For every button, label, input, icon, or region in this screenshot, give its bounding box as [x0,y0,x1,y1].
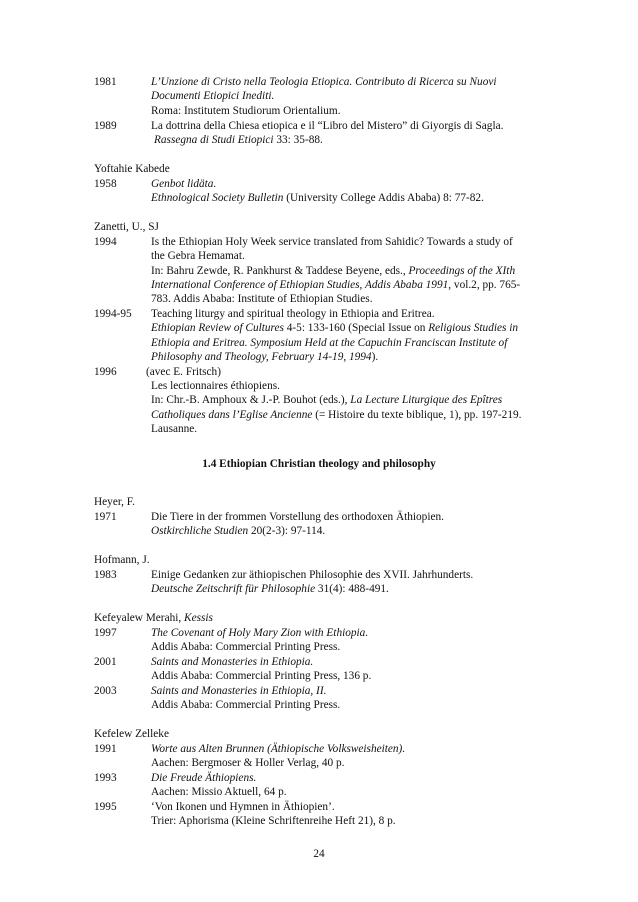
proceedings-title: Proceedings of the XIth [408,265,516,277]
entry-title: Is the Ethiopian Holy Week service translated from Sahidic? Towards a study of [151,236,513,248]
journal-name: Ostkirchliche Studien [151,525,249,537]
entry-title: ‘Von Ikonen und Hymnen in Äthiopien’. [151,801,335,813]
entry-title: Genbot lidäta. [151,178,217,190]
book-title-cont: Catholiques dans l’Eglise Ancienne [151,409,313,421]
author-name: Yoftahie Kabede [94,163,170,175]
entry-year: 1996 [94,366,117,378]
citation-detail: (= Histoire du texte biblique, 1), pp. 197-219. [312,409,522,421]
entry-citation [151,191,484,205]
entry-year: 1994 [94,236,117,248]
entry-publisher: Lausanne. [151,423,198,435]
entry-citation [151,321,518,335]
special-issue-title: Religious Studies in [428,322,519,334]
entry-title: La dottrina della Chiesa etiopica e il “Libro del Mistero” di Giyorgis di Sagla. [151,120,504,132]
author-title: Kessis [184,612,213,624]
entry-publisher: 783. Addis Ababa: Institute of Ethiopian Studies. [151,293,373,305]
citation-editors: In: Bahru Zewde, R. Pankhurst & Taddese Beyene, eds., [151,265,409,277]
entry-publisher: Aachen: Bergmoser & Holler Verlag, 40 p. [151,757,345,769]
entry-title: Die Tiere in der frommen Vorstellung des orthodoxen Äthiopien. [151,511,444,523]
entry-citation-cont [151,408,521,422]
entry-title: Les lectionnaires éthiopiens. [151,380,280,392]
entry-citation-cont [151,278,520,292]
entry-publisher: Addis Ababa: Commercial Printing Press. [151,641,341,653]
author-name: Heyer, F. [94,496,135,508]
entry-publisher: Trier: Aphorisma (Kleine Schriftenreihe Heft 21), 8 p. [151,815,396,827]
author-name: Hofmann, J. [94,554,150,566]
section-heading: 1.4 Ethiopian Christian theology and philosophy [202,458,436,470]
entry-year: 1971 [94,511,117,523]
entry-year: 2003 [94,685,117,697]
entry-title: Teaching liturgy and spiritual theology in Ethiopia and Eritrea. [151,308,435,320]
page-number: 24 [313,848,325,860]
entry-year: 2001 [94,656,117,668]
entry-title-cont: Documenti Etiopici Inediti. [151,90,275,102]
citation-detail: 31(4): 488-491. [315,583,389,595]
entry-publisher: Aachen: Missio Aktuell, 64 p. [151,786,287,798]
entry-title: Einige Gedanken zur äthiopischen Philosophie des XVII. Jahrhunderts. [151,569,474,581]
author-name [94,611,213,625]
entry-title: The Covenant of Holy Mary Zion with Ethiopia. [151,627,369,639]
book-title: La Lecture Liturgique des Epîtres [350,394,503,406]
entry-year: 1981 [94,76,117,88]
entry-year: 1995 [94,801,117,813]
entry-title-cont: the Gebra Hemamat. [151,250,245,262]
journal-name: Ethiopian Review of Cultures [151,322,284,334]
entry-publisher: Roma: Institutem Studiorum Orientalium. [151,105,341,117]
entry-year: 1994-95 [94,308,132,320]
author-name: Zanetti, U., SJ [94,221,159,233]
special-issue-title-cont: Ethiopia and Eritrea. Symposium Held at the Capuchin Franciscan Institute of [151,337,508,349]
entry-citation-cont [151,350,378,364]
author-surname: Kefeyalew Merahi, [94,612,185,624]
entry-publisher: Addis Ababa: Commercial Printing Press, 136 p. [151,670,372,682]
entry-year: 1983 [94,569,117,581]
entry-year: 1993 [94,772,117,784]
citation-detail: ). [371,351,379,363]
journal-name: Deutsche Zeitschrift für Philosophie [151,583,316,595]
journal-name: Ethnological Society Bulletin [151,192,284,204]
entry-citation [151,582,389,596]
entry-year: 1989 [94,120,117,132]
entry-year: 1958 [94,178,117,190]
citation-editors: In: Chr.-B. Amphoux & J.-P. Bouhot (eds.), [151,394,351,406]
entry-title: L’Unzione di Cristo nella Teologia Etiopica. Contributo di Ricerca su Nuovi [151,76,497,88]
entry-title: Die Freude Äthiopiens. [151,772,257,784]
citation-detail: (University College Addis Ababa) 8: 77-82. [283,192,484,204]
entry-citation [151,393,502,407]
citation-detail: , vol.2, pp. 765- [448,279,521,291]
citation-detail: 33: 35-88. [273,134,323,146]
entry-year: 1997 [94,627,117,639]
entry-publisher: Addis Ababa: Commercial Printing Press. [151,699,341,711]
entry-title: Worte aus Alten Brunnen (Äthiopische Volksweisheiten). [151,743,406,755]
proceedings-title-cont: International Conference of Ethiopian Studies, Addis Ababa 1991 [151,279,449,291]
entry-citation [154,133,323,147]
author-name: Kefelew Zelleke [94,728,169,740]
special-issue-title-end: Philosophy and Theology, February 14-19, 1994 [151,351,372,363]
entry-title: Saints and Monasteries in Ethiopia. [151,656,314,668]
citation-detail: 4-5: 133-160 (Special Issue on [283,322,429,334]
entry-title: Saints and Monasteries in Ethiopia, II. [151,685,327,697]
entry-year: 1991 [94,743,117,755]
citation-detail: 20(2-3): 97-114. [248,525,326,537]
coauthor-note: (avec E. Fritsch) [146,366,221,378]
journal-name: Rassegna di Studi Etiopici [154,134,274,146]
entry-citation [151,524,325,538]
entry-citation [151,264,515,278]
